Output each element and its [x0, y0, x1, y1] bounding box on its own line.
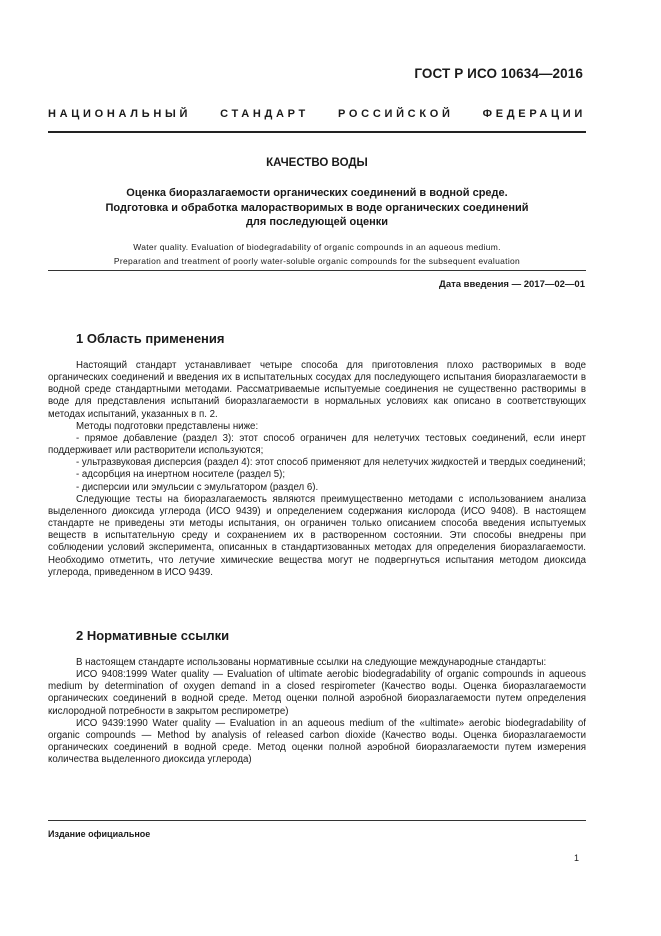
subtitle-line: Подготовка и обработка малорастворимых в воде органических соединений	[105, 201, 529, 214]
main-title: КАЧЕСТВО ВОДЫ	[266, 157, 368, 169]
section-body	[48, 657, 586, 766]
footer-rule	[48, 820, 586, 821]
document-code: ГОСТ Р ИСО 10634—2016	[414, 66, 583, 81]
introduction-date: Дата введения — 2017—02—01	[439, 279, 585, 290]
paragraph: Следующие тесты на биоразлагаемость являются преимущественно методами с использованием анализа выделенного диоксида углерода (ИСО 9439) и определением содержания кислорода (ИСО 9408). В настоящем стандарте не приведены эти методы испытания, он ограничен только описанием способа введения испытуемых веществ в испытательную среду и сохранением их в растворенном состоянии. Эти способы внедрены при соблюдении условий эксперимента, описанных в стандартизованных методах для определения биоразлагаемости. Необходимо отметить, что летучие химические вещества могут не подвергнуться испытания методом диоксида углерода, приведенном в ИСО 9439.	[48, 493, 586, 578]
section-body	[48, 360, 586, 579]
english-title	[48, 241, 586, 268]
paragraph: Настоящий стандарт устанавливает четыре способа для приготовления плохо растворимых в воде органических соединений и введения их в испытательных сосудах для последующего испытания биоразлагаемости в водной среде стандартными методами. Рассматриваемые испытуемые соединения не существенно растворимы в воде для представления испытаний биоразлагаемости в нормальных условиях как описано в соответствующих методах испытаний, указанных в п. 2.	[48, 360, 586, 420]
title-rule	[48, 270, 586, 271]
section-heading: 2 Нормативные ссылки	[76, 628, 230, 643]
official-edition-label: Издание официальное	[48, 829, 151, 839]
subtitle-line: Оценка биоразлагаемости органических соединений в водной среде.	[126, 187, 508, 199]
paragraph: Методы подготовки представлены ниже:	[76, 420, 259, 432]
english-title-line: Preparation and treatment of poorly water-soluble organic compounds for the subsequent evaluation	[113, 255, 521, 266]
list-item: - прямое добавление (раздел 3): этот способ ограничен для нелетучих тестовых соединений, если инерт поддерживает или растворители используются;	[48, 432, 586, 457]
section-normative-references	[48, 628, 586, 766]
reference-entry: ИСО 9439:1990 Water quality — Evaluation in an aqueous medium of the «ultimate» aerobic biodegradability of organic compounds — Method by analysis of released carbon dioxide (Качество воды. Оценка биоразлагаемости органических соединений в водной среде. Метод оценки полной аэробной биоразлагаемости путем измерения количества выделенного диоксида углерода)	[48, 717, 586, 766]
reference-entry: ИСО 9408:1999 Water quality — Evaluation of ultimate aerobic biodegradability of organic compounds in aqueous medium by determination of oxygen demand in a closed respirometer (Качество воды. Оценка биоразлагаемости органических соединений в водной среде. Метод оценки полной аэробной биоразлагаемости путем определения кислородной потребности в закрытом респирометре)	[48, 669, 586, 717]
russian-subtitle	[48, 186, 586, 230]
list-item: - дисперсии или эмульсии с эмульгатором (раздел 6).	[76, 481, 319, 493]
list-item: - адсорбция на инертном носителе (раздел 5);	[76, 469, 286, 481]
section-heading: 1 Область применения	[76, 331, 225, 346]
english-title-line: Water quality. Evaluation of biodegradability of organic compounds in an aqueous medium.	[133, 242, 501, 252]
page-number: 1	[573, 853, 579, 863]
subtitle-line: для последующей оценки	[245, 216, 389, 228]
header-rule	[48, 131, 586, 133]
standard-banner: НАЦИОНАЛЬНЫЙ СТАНДАРТ РОССИЙСКОЙ ФЕДЕРАЦИИ	[48, 108, 586, 120]
section-scope	[48, 331, 586, 579]
paragraph: В настоящем стандарте использованы нормативные ссылки на следующие международные стандарты:	[76, 657, 547, 668]
list-item: - ультразвуковая дисперсия (раздел 4): этот способ применяют для нелетучих жидкостей и твердых соединений;	[76, 457, 586, 469]
